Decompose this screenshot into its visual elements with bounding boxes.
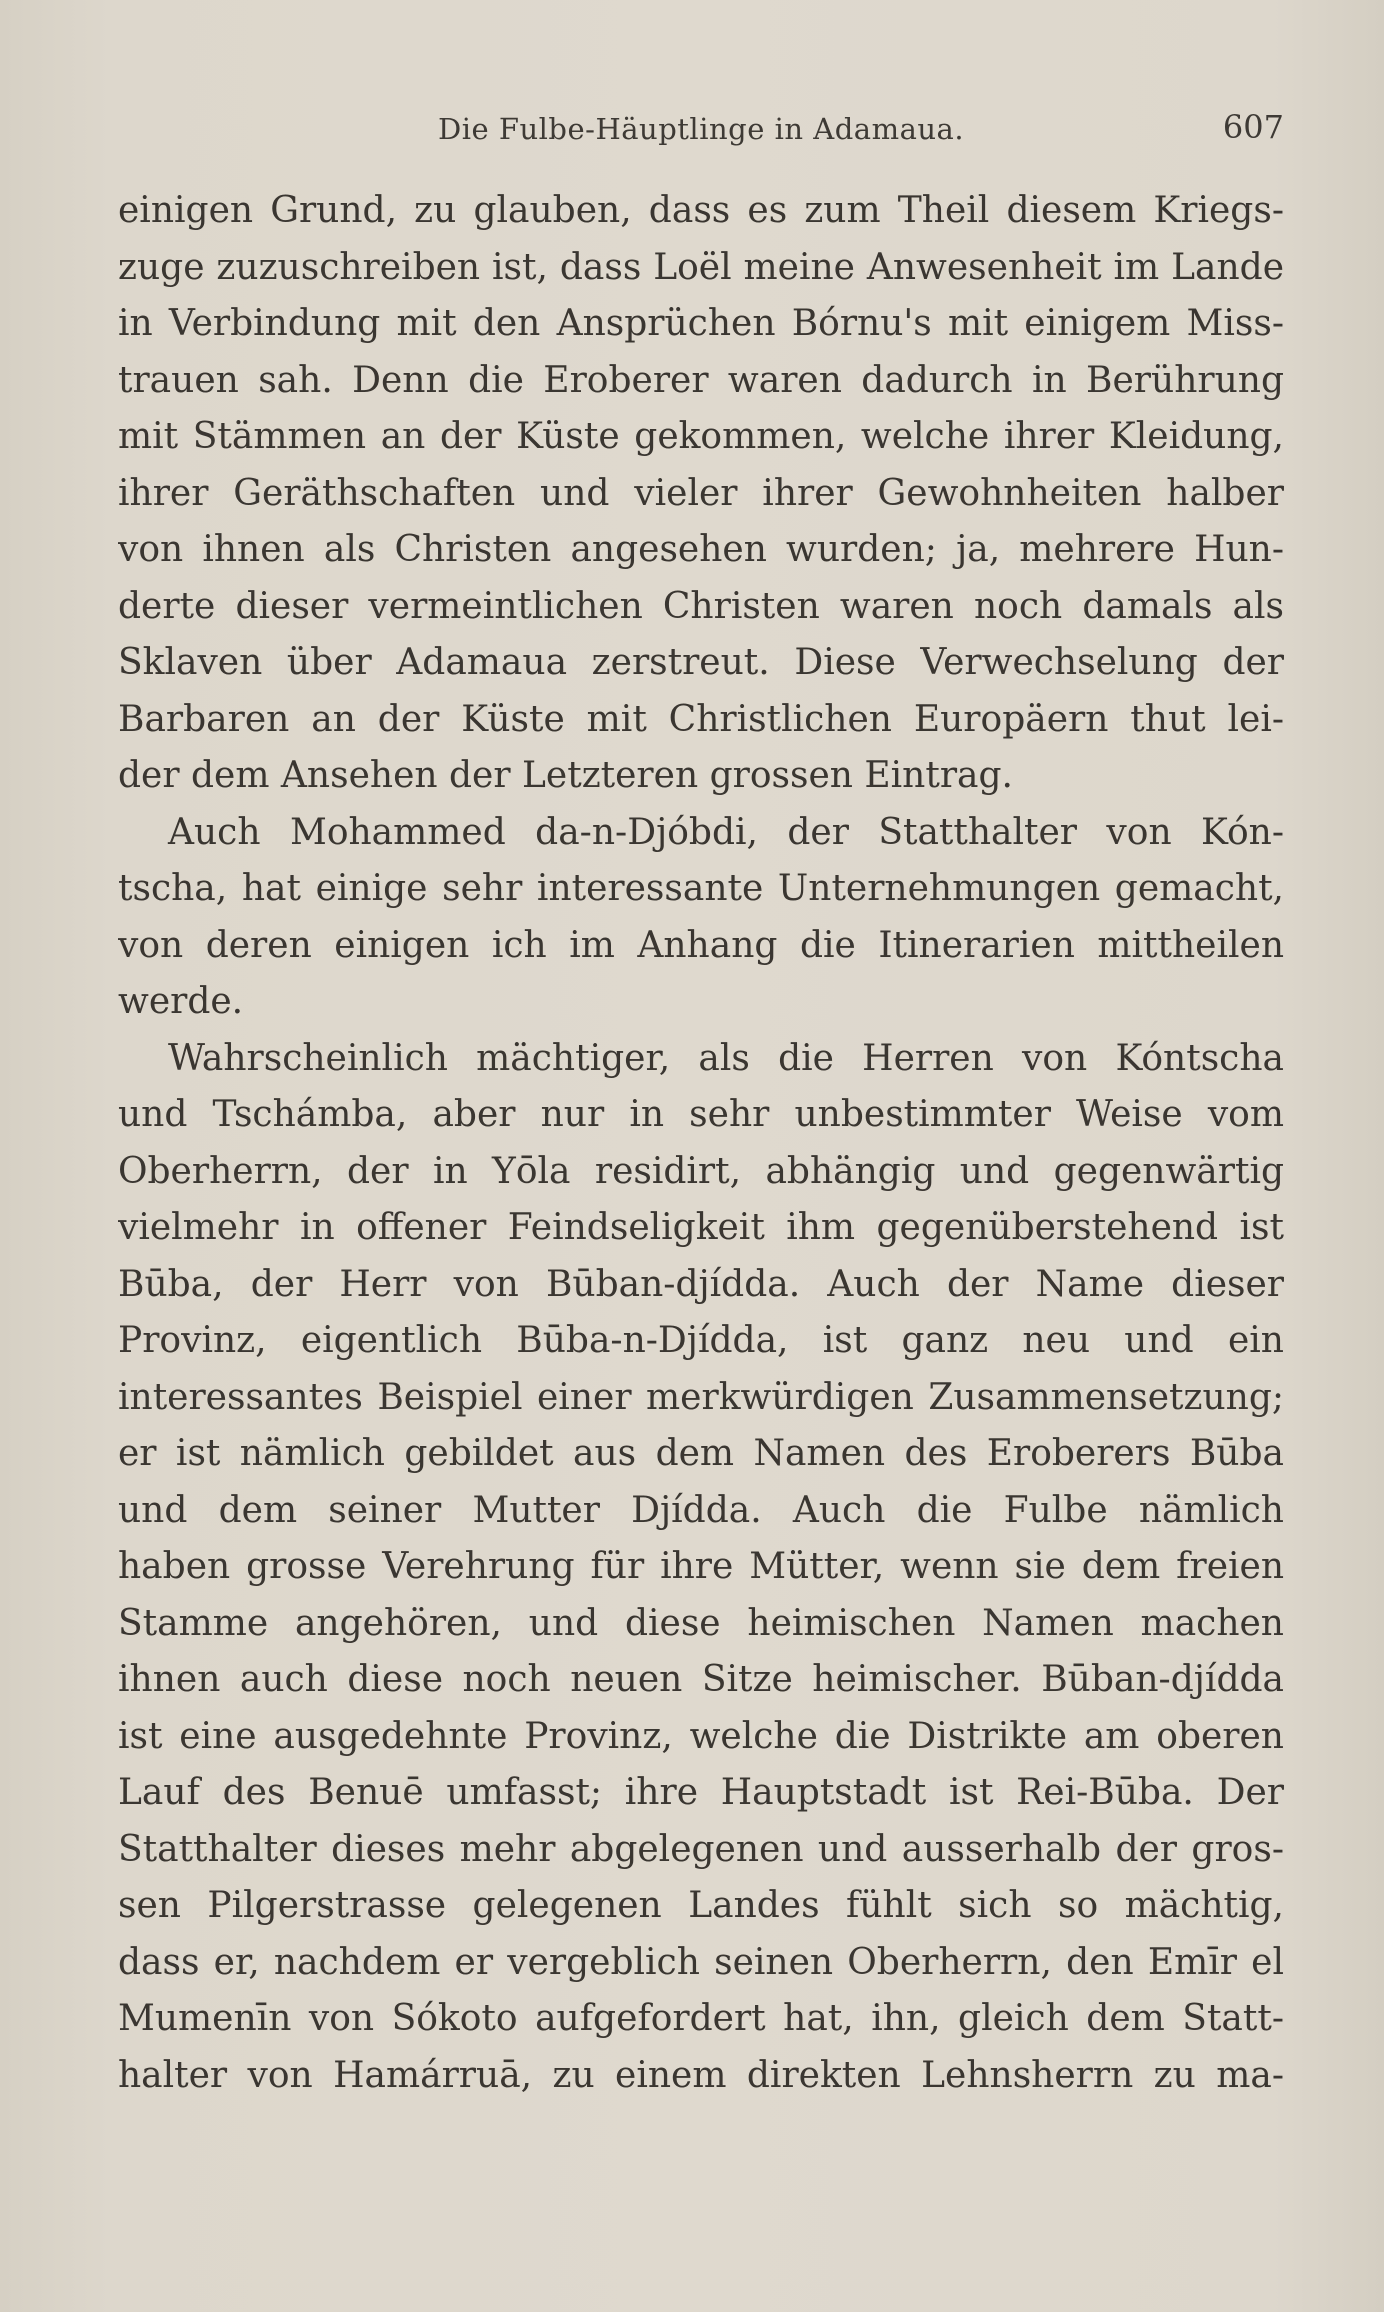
body-text	[118, 183, 1284, 2104]
running-title: Die Fulbe-Häuptlinge in Adamaua.	[437, 112, 965, 146]
text-line: Sklaven über Adamaua zerstreut. Diese Verwechselung der	[118, 642, 1284, 683]
text-line: ist eine ausgedehnte Provinz, welche die Distrikte am oberen	[118, 1715, 1284, 1757]
text-line: haben grosse Verehrung für ihre Mütter, wenn sie dem freien	[118, 1546, 1284, 1587]
text-line: Stamme angehören, und diese heimischen Namen machen	[118, 1602, 1284, 1644]
text-line: sen Pilgerstrasse gelegenen Landes fühlt sich so mächtig,	[118, 1885, 1284, 1926]
text-line: und Tschámba, aber nur in sehr unbestimmter Weise vom	[118, 1094, 1284, 1135]
text-line: Wahrscheinlich mächtiger, als die Herren von Kóntscha	[168, 1037, 1284, 1079]
text-line: und dem seiner Mutter Djídda. Auch die Fulbe nämlich	[118, 1489, 1284, 1531]
text-line: interessantes Beispiel einer merkwürdigen Zusammensetzung;	[118, 1376, 1284, 1418]
text-line: halter von Hamárruā, zu einem direkten Lehnsherrn zu ma-	[118, 2054, 1284, 2096]
text-line: ihrer Geräthschaften und vieler ihrer Gewohnheiten halber	[118, 472, 1284, 514]
text-line: Auch Mohammed da-n-Djóbdi, der Statthalter von Kón-	[168, 811, 1284, 853]
text-line: trauen sah. Denn die Eroberer waren dadurch in Berührung	[118, 359, 1284, 401]
text-line: der dem Ansehen der Letzteren grossen Eintrag.	[118, 755, 1013, 796]
text-line: Mumenīn von Sókoto aufgefordert hat, ihn, gleich dem Statt-	[118, 1998, 1284, 2039]
text-line: derte dieser vermeintlichen Christen waren noch damals als	[118, 585, 1284, 627]
text-line: er ist nämlich gebildet aus dem Namen des Eroberers Būba	[118, 1433, 1284, 1474]
text-line: in Verbindung mit den Ansprüchen Bórnu's mit einigem Miss-	[118, 303, 1284, 344]
text-line: tscha, hat einige sehr interessante Unternehmungen gemacht,	[118, 868, 1284, 909]
page-number: 607	[1222, 108, 1284, 146]
text-line: Būba, der Herr von Būban-djídda. Auch der Name dieser	[118, 1263, 1284, 1305]
text-line: Statthalter dieses mehr abgelegenen und ausserhalb der gros-	[118, 1828, 1284, 1870]
text-line: Barbaren an der Küste mit Christlichen Europäern thut lei-	[118, 698, 1284, 740]
text-line: einigen Grund, zu glauben, dass es zum Theil diesem Kriegs-	[118, 190, 1284, 231]
text-line: mit Stämmen an der Küste gekommen, welche ihrer Kleidung,	[118, 416, 1284, 457]
text-line: Lauf des Benuē umfasst; ihre Hauptstadt ist Rei-Būba. Der	[118, 1772, 1284, 1813]
text-line: zuge zuzuschreiben ist, dass Loël meine Anwesenheit im Lande	[118, 246, 1284, 288]
text-line: Oberherrn, der in Yōla residirt, abhängig und gegenwärtig	[118, 1150, 1284, 1192]
text-line: dass er, nachdem er vergeblich seinen Oberherrn, den Emīr el	[118, 1941, 1284, 1983]
text-line: ihnen auch diese noch neuen Sitze heimischer. Būban-djídda	[118, 1659, 1284, 1700]
text-line: von ihnen als Christen angesehen wurden; ja, mehrere Hun-	[118, 529, 1284, 570]
text-line: vielmehr in offener Feindseligkeit ihm gegenüberstehend ist	[118, 1207, 1284, 1248]
running-head	[118, 108, 1284, 152]
text-line: werde.	[118, 981, 244, 1022]
text-line: von deren einigen ich im Anhang die Itinerarien mittheilen	[118, 924, 1284, 966]
text-line: Provinz, eigentlich Būba-n-Djídda, ist ganz neu und ein	[118, 1320, 1284, 1361]
